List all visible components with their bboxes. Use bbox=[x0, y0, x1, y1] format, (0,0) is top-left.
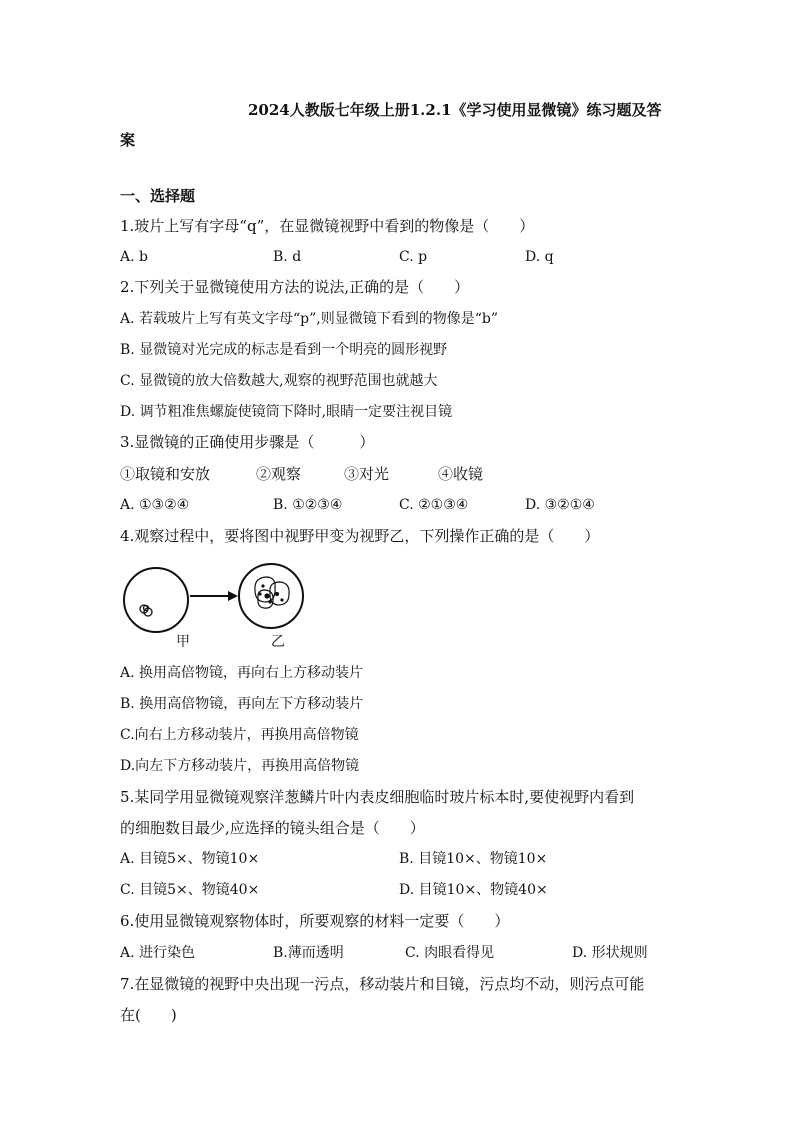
question-stem-line-1: 7.在显微镜的视野中央出现一污点，移动装片和目镜，污点均不动，则污点可能 bbox=[120, 975, 645, 993]
option-c: C. p bbox=[399, 249, 428, 265]
title-line-2: 案 bbox=[120, 131, 136, 149]
option-d: D. ③②①④ bbox=[525, 497, 595, 513]
option-d: D. 目镜10×、物镜40× bbox=[399, 882, 548, 898]
option-b: B. ①②③④ bbox=[273, 497, 343, 513]
option-b: B. 换用高倍物镜，再向左下方移动装片 bbox=[120, 696, 364, 712]
option-d: D. 形状规则 bbox=[572, 945, 648, 961]
option-b: B.薄而透明 bbox=[273, 945, 344, 961]
option-a: A. b bbox=[120, 249, 148, 265]
option-a: A. 进行染色 bbox=[120, 945, 196, 961]
option-b: B. 显微镜对光完成的标志是看到一个明亮的圆形视野 bbox=[120, 342, 448, 358]
question-stem: 2.下列关于显微镜使用方法的说法,正确的是（ ） bbox=[120, 278, 470, 296]
option-d: D. q bbox=[525, 249, 554, 265]
option-a: A. 若载玻片上写有英文字母“p”,则显微镜下看到的物像是“b” bbox=[120, 311, 499, 327]
field-jia-cells bbox=[140, 605, 152, 616]
field-jia-circle bbox=[124, 568, 188, 632]
label-jia: 甲 bbox=[176, 634, 190, 650]
option-c: C. ②①③④ bbox=[399, 497, 469, 513]
arrow-head bbox=[228, 591, 238, 601]
question-stem: 3.显微镜的正确使用步骤是（ ） bbox=[120, 433, 375, 451]
option-a: A. ①③②④ bbox=[120, 497, 190, 513]
option-a: A. 目镜5×、物镜10× bbox=[120, 851, 260, 867]
option-d: D.向左下方移动装片，再换用高倍物镜 bbox=[120, 758, 360, 774]
field-yi-cells bbox=[255, 577, 289, 608]
option-c: C. 显微镜的放大倍数越大,观察的视野范围也就越大 bbox=[120, 373, 438, 389]
step-3: ③对光 bbox=[344, 465, 390, 483]
field-yi-circle bbox=[239, 564, 303, 628]
question-stem: 4.观察过程中，要将图中视野甲变为视野乙，下列操作正确的是（ ） bbox=[120, 527, 600, 545]
question-stem-line-1: 5.某同学用显微镜观察洋葱鳞片叶内表皮细胞临时玻片标本时,要使视野内看到 bbox=[120, 788, 635, 806]
question-stem: 1.玻片上写有字母“q”，在显微镜视野中看到的物像是（ ） bbox=[120, 217, 535, 235]
option-b: B. d bbox=[273, 249, 302, 265]
option-a: A. 换用高倍物镜，再向右上方移动装片 bbox=[120, 665, 364, 681]
title-line-1: 2024人教版七年级上册1.2.1《学习使用显微镜》练习题及答 bbox=[248, 101, 662, 119]
question-stem: 6.使用显微镜观察物体时，所要观察的材料一定要（ ） bbox=[120, 912, 510, 930]
label-yi: 乙 bbox=[271, 634, 285, 650]
option-b: B. 目镜10×、物镜10× bbox=[399, 851, 548, 867]
option-c: C. 目镜5×、物镜40× bbox=[120, 882, 260, 898]
section-heading: 一、选择题 bbox=[120, 187, 196, 205]
step-1: ①取镜和安放 bbox=[120, 465, 211, 483]
step-4: ④收镜 bbox=[438, 465, 484, 483]
option-d: D. 调节粗准焦螺旋使镜筒下降时,眼睛一定要注视目镜 bbox=[120, 404, 453, 420]
question-stem-line-2: 的细胞数目最少,应选择的镜头组合是（ ） bbox=[120, 819, 425, 837]
option-c: C.向右上方移动装片，再换用高倍物镜 bbox=[120, 727, 359, 743]
question-stem-line-2: 在( ) bbox=[120, 1006, 177, 1024]
option-c: C. 肉眼看得见 bbox=[405, 945, 495, 961]
step-2: ②观察 bbox=[256, 465, 302, 483]
microscope-field-figure bbox=[118, 558, 318, 650]
